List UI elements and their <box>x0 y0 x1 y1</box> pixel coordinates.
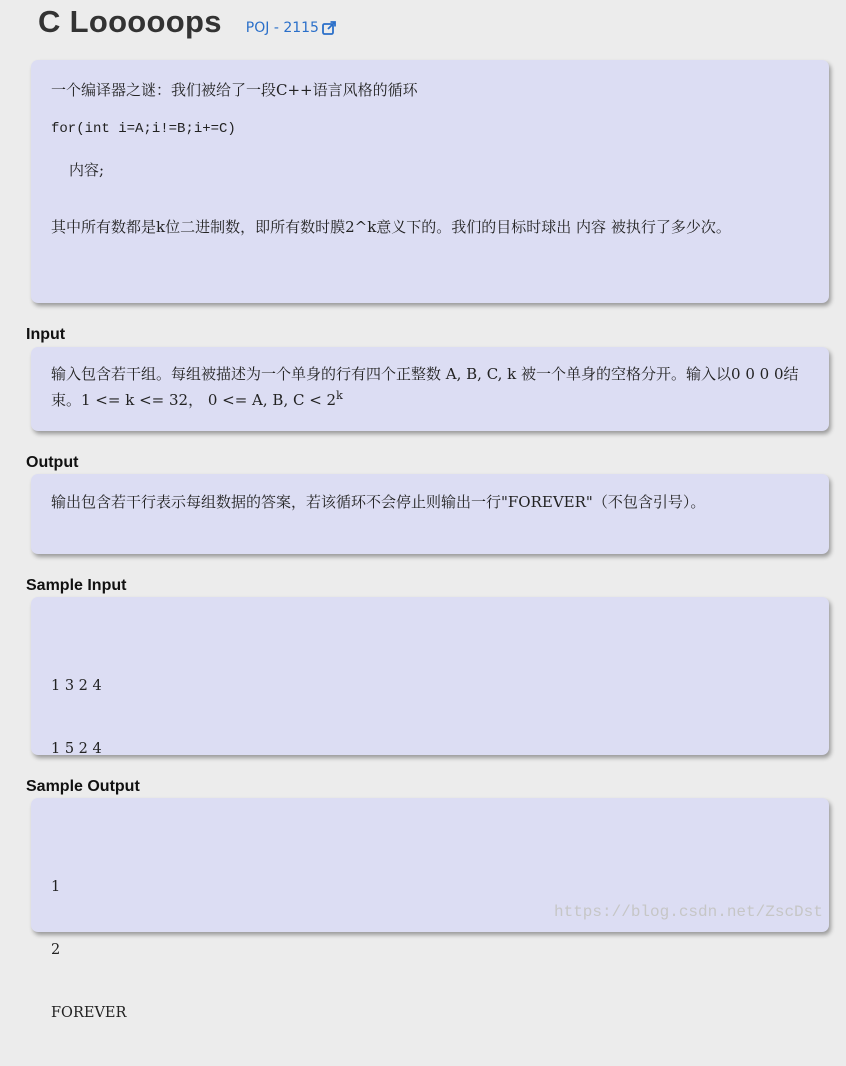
sample-input-line: 1 5 2 4 <box>51 741 102 757</box>
sample-output-line: 2 <box>51 942 61 958</box>
input-text <box>51 363 809 411</box>
source-link[interactable] <box>246 20 336 36</box>
title-row <box>38 4 336 44</box>
source-link-label: POJ - 2115 <box>245 20 319 36</box>
external-link-icon <box>322 21 336 35</box>
description-text: 其中所有数都是k位二进制数，即所有数时膜2^k意义下的。我们的目标时球出 内容 被执行了多少次。 <box>51 218 731 236</box>
input-heading: Input <box>26 326 66 343</box>
input-text-body: 输入包含若干组。每组被描述为一个单身的行有四个正整数 A, B, C, k 被一个单身的空格分开。输入以0 0 0 0结束。1 <= k <= 32， 0 <= A, B, C < 2 <box>51 365 799 409</box>
sample-input-panel <box>31 597 829 755</box>
description-intro: 一个编译器之谜：我们被给了一段C++语言风格的循环 <box>51 81 418 99</box>
input-panel <box>31 347 829 431</box>
description-panel <box>31 60 829 303</box>
output-heading: Output <box>26 454 79 471</box>
watermark: https://blog.csdn.net/ZscDst <box>554 903 823 921</box>
sample-output-heading: Sample Output <box>26 778 140 795</box>
loop-code: for(int i=A;i!=B;i+=C) <box>51 121 236 137</box>
loop-body: 内容; <box>69 161 105 179</box>
page-title: C Looooops <box>38 4 222 39</box>
sample-output-line: 1 <box>51 879 61 895</box>
output-panel <box>31 474 829 554</box>
output-text: 输出包含若干行表示每组数据的答案，若该循环不会停止则输出一行"FOREVER"（不包含引号）。 <box>51 493 706 511</box>
sample-input-heading: Sample Input <box>26 577 127 594</box>
sample-input-line: 1 3 2 4 <box>51 678 102 694</box>
sample-output-line: FOREVER <box>51 1005 127 1021</box>
sample-output-block <box>51 835 809 1066</box>
input-exponent: k <box>336 389 343 402</box>
